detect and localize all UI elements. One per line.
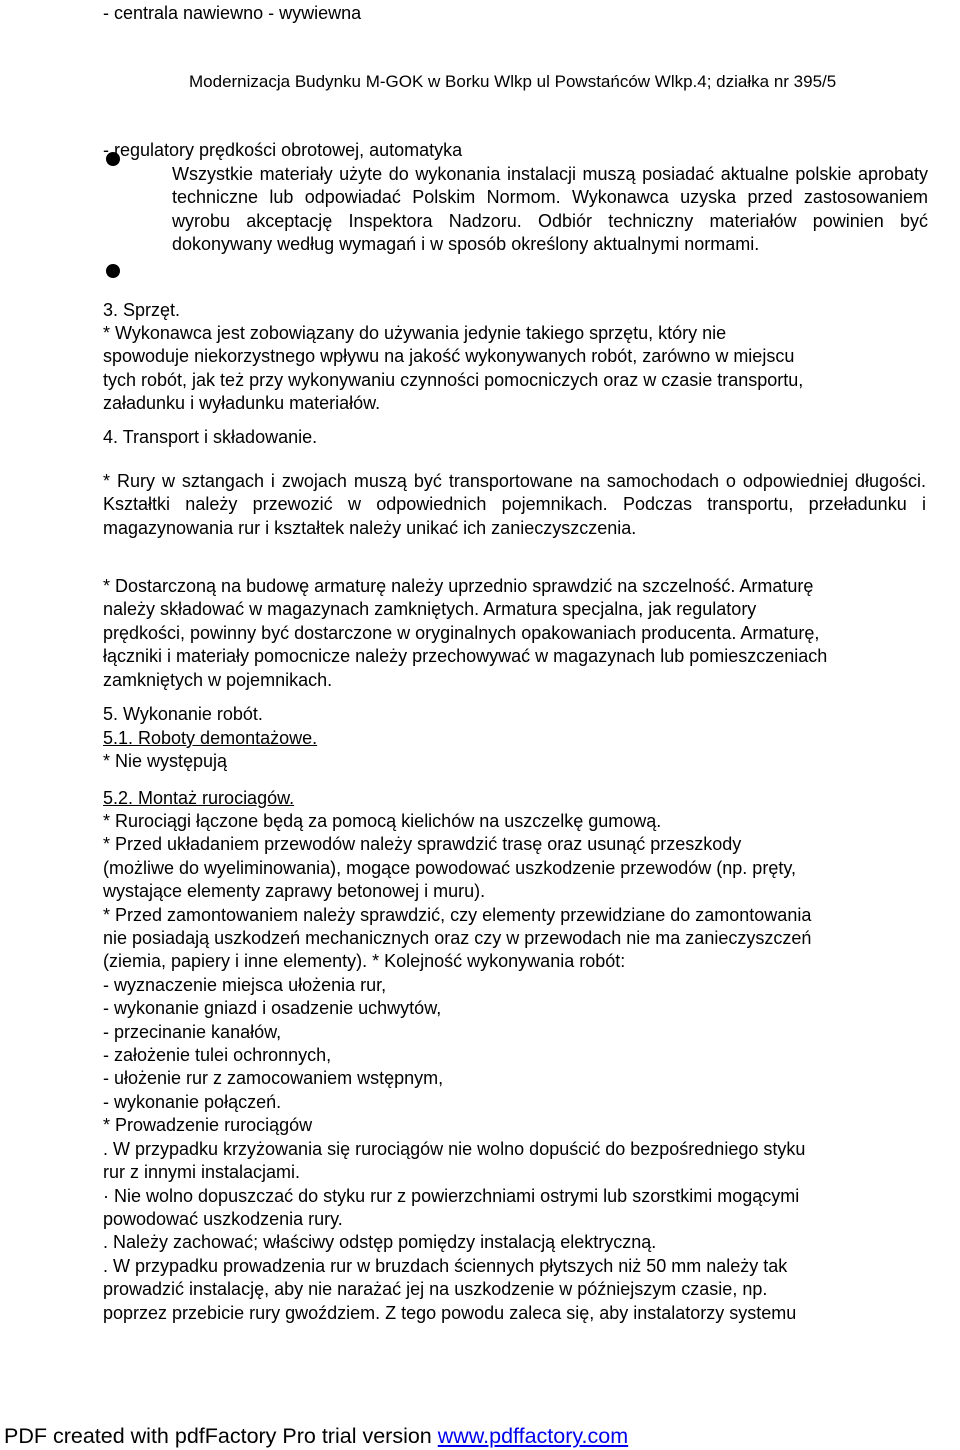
regulatory-line: - regulatory prędkości obrotowej, automatyka: [103, 140, 463, 160]
text-line: - wykonanie połączeń.: [103, 1091, 282, 1112]
text-line: nie posiadają uszkodzeń mechanicznych oraz czy w przewodach nie ma zanieczyszczeń: [103, 928, 812, 949]
section-5-title: 5. Wykonanie robót.: [103, 704, 263, 724]
text-line: łączniki i materiały pomocnicze należy przechowywać w magazynach lub pomieszczeniach: [103, 646, 828, 667]
section-4-title: 4. Transport i składowanie.: [103, 427, 318, 447]
text-line: (możliwe do wyeliminowania), mogące powodować uszkodzenie przewodów (np. pręty,: [103, 857, 796, 878]
text-line: załadunku i wyładunku materiałów.: [103, 393, 381, 414]
section-5-1-title: 5.1. Roboty demontażowe.: [103, 728, 318, 748]
text-line: - wykonanie gniazd i osadzenie uchwytów,: [103, 998, 442, 1019]
text-line: tych robót, jak też przy wykonywaniu czynności pomocniczych oraz w czasie transportu,: [103, 369, 804, 390]
text-line: - wyznaczenie miejsca ułożenia rur,: [103, 974, 387, 995]
text-line: . Należy zachować; właściwy odstęp pomiędzy instalacją elektryczną.: [103, 1232, 657, 1253]
fittings-paragraph: [103, 575, 926, 692]
text-line: * Przed układaniem przewodów należy sprawdzić trasę oraz usunąć przeszkody: [103, 834, 742, 855]
materials-paragraph: Wszystkie materiały użyte do wykonania instalacji muszą posiadać aktualne polskie aprobaty techniczne lub odpowiadać Polskim Normom. Wykonawca uzyska przed zastosowaniem wyrobu akceptację Inspektora Nadzoru. Odbiór techniczny materiałów powinien być dokonywany według wymagań i w sposób określony aktualnymi normami.: [172, 164, 928, 255]
text-line: spowoduje niekorzystnego wpływu na jakość wykonywanych robót, zarówno w miejscu: [103, 346, 795, 367]
text-line: rur z innymi instalacjami.: [103, 1162, 301, 1183]
footer-link[interactable]: www.pdffactory.com: [437, 1424, 629, 1448]
section-5-1-text: * Nie występują: [103, 751, 228, 771]
section-3-text: [103, 322, 926, 416]
text-line: - ułożenie rur z zamocowaniem wstępnym,: [103, 1068, 444, 1089]
text-line: * Dostarczoną na budowę armaturę należy uprzednio sprawdzić na szczelność. Armaturę: [103, 576, 814, 596]
text-line: prędkości, powinny być dostarczone w oryginalnych opakowaniach producenta. Armaturę,: [103, 622, 820, 643]
bullet-icon: [106, 264, 120, 278]
top-line: - centrala nawiewno - wywiewna: [103, 3, 362, 23]
text-line: · Nie wolno dopuszczać do styku rur z powierzchniami ostrymi lub szorstkimi mogącymi: [103, 1185, 800, 1206]
text-line: . W przypadku krzyżowania się rurociągów nie wolno dopuścić do bezpośredniego styku: [103, 1138, 806, 1159]
pdf-footer: [4, 1423, 628, 1449]
text-line: wystające elementy zaprawy betonowej i muru).: [103, 881, 486, 902]
text-line: prowadzić instalację, aby nie narażać jej na uszkodzenie w późniejszym czasie, np.: [103, 1279, 768, 1300]
page-header: Modernizacja Budynku M-GOK w Borku Wlkp ul Powstańców Wlkp.4; działka nr 395/5: [189, 72, 837, 91]
text-line: * Przed zamontowaniem należy sprawdzić, czy elementy przewidziane do zamontowania: [103, 904, 812, 925]
footer-text: PDF created with pdfFactory Pro trial version: [4, 1424, 438, 1448]
transport-paragraph: * Rury w sztangach i zwojach muszą być transportowane na samochodach o odpowiedniej długości. Kształtki należy przewozić w odpowiednich pojemnikach. Podczas transportu, przeładunku i magazynowania rur i kształtek należy unikać ich zanieczyszczenia.: [103, 471, 926, 538]
text-line: . W przypadku prowadzenia rur w bruzdach ściennych płytszych niż 50 mm należy tak: [103, 1255, 788, 1276]
text-line: należy składować w magazynach zamkniętych. Armatura specjalna, jak regulatory: [103, 599, 757, 620]
text-line: poprzez przebicie rury gwoździem. Z tego powodu zaleca się, aby instalatorzy systemu: [103, 1302, 797, 1323]
text-line: (ziemia, papiery i inne elementy). * Kolejność wykonywania robót:: [103, 951, 626, 972]
text-line: - przecinanie kanałów,: [103, 1021, 282, 1042]
text-line: - założenie tulei ochronnych,: [103, 1045, 332, 1066]
text-line: * Wykonawca jest zobowiązany do używania jedynie takiego sprzętu, który nie: [103, 323, 727, 343]
section-5-2-title: 5.2. Montaż rurociagów.: [103, 788, 295, 808]
text-line: * Prowadzenie rurociągów: [103, 1115, 313, 1136]
text-line: zamkniętych w pojemnikach.: [103, 669, 333, 690]
text-line: * Rurociągi łączone będą za pomocą kielichów na uszczelkę gumową.: [103, 811, 662, 831]
section-5-2-text: [103, 810, 926, 1325]
text-line: powodować uszkodzenia rury.: [103, 1208, 343, 1229]
section-3-title: 3. Sprzęt.: [103, 300, 181, 320]
